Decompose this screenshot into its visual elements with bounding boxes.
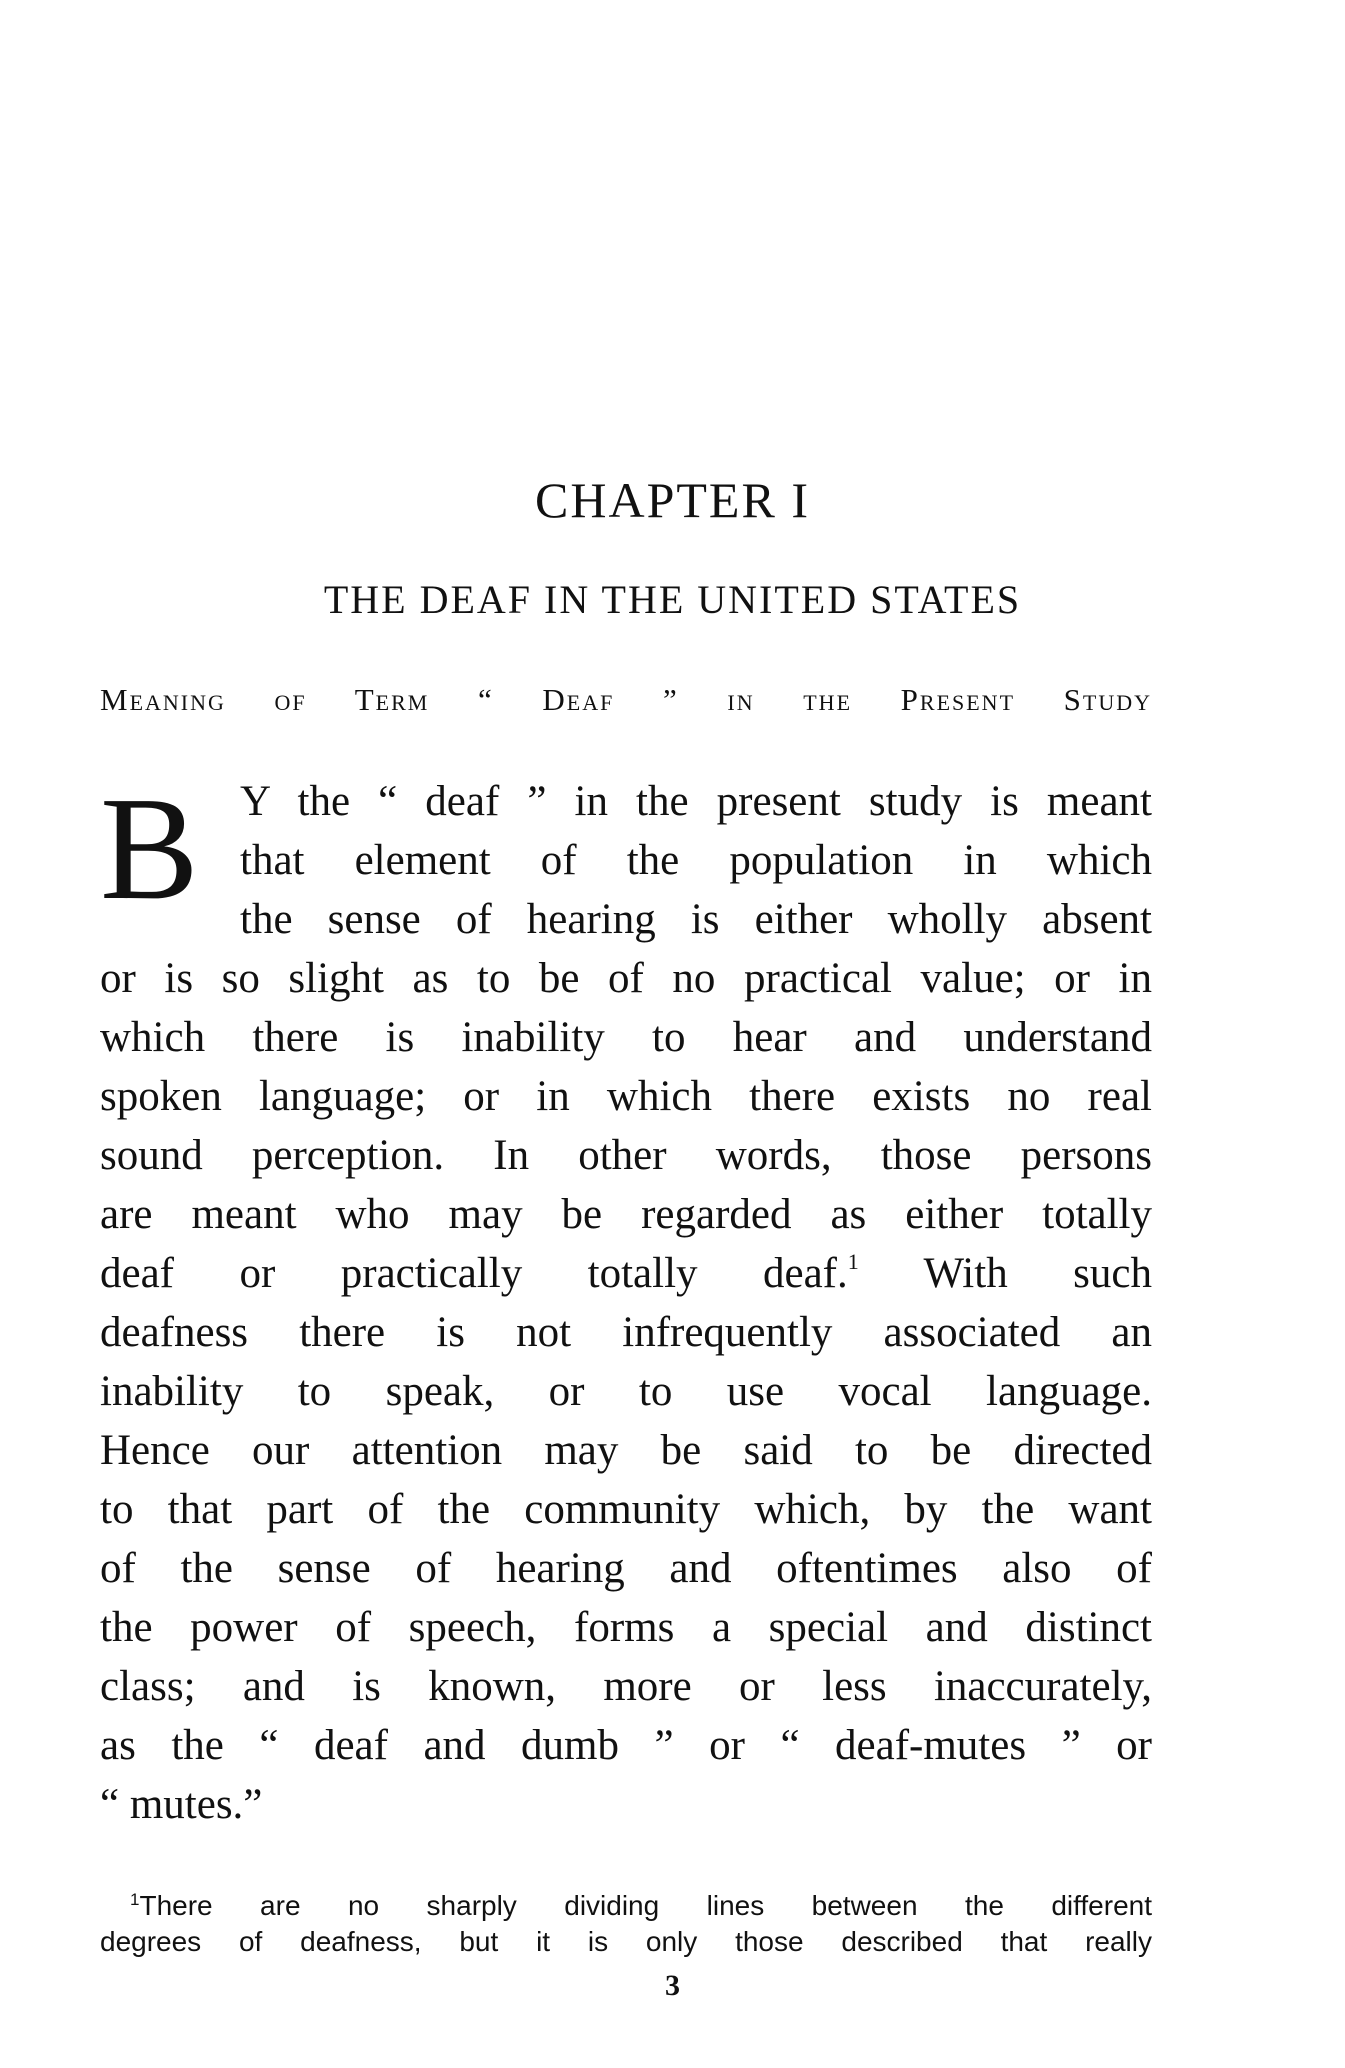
line-text: deaf or practically totally deaf.	[100, 1250, 848, 1297]
paragraph-line-with-footnote	[100, 1244, 1152, 1303]
paragraph-line: inability to speak, or to use vocal language.	[100, 1368, 1152, 1415]
line-text: With such	[858, 1250, 1152, 1297]
paragraph-line: Hence our attention may be said to be directed	[100, 1427, 1152, 1474]
footnote-line: degrees of deafness, but it is only those described that really	[100, 1926, 1152, 1957]
paragraph-line: class; and is known, more or less inaccurately,	[100, 1663, 1152, 1710]
paragraph-line: which there is inability to hear and understand	[100, 1014, 1152, 1061]
section-heading: Meaning of Term “ Deaf ” in the Present Study	[100, 682, 1152, 717]
paragraph-line: spoken language; or in which there exists no real	[100, 1073, 1152, 1120]
paragraph-line: Y the “ deaf ” in the present study is meant	[240, 778, 1152, 825]
chapter-title: CHAPTER I	[535, 472, 810, 528]
paragraph-line: of the sense of hearing and oftentimes also of	[100, 1545, 1152, 1592]
paragraph-body	[100, 949, 1152, 1834]
paragraph-line: as the “ deaf and dumb ” or “ deaf-mutes ” or	[100, 1722, 1152, 1769]
drop-cap: B	[100, 767, 199, 931]
paragraph-line: that element of the population in which	[240, 837, 1152, 884]
paragraph-line: “ mutes.”	[100, 1781, 263, 1828]
footnote-text: There are no sharply dividing lines between the different	[139, 1890, 1152, 1921]
paragraph-line: are meant who may be regarded as either totally	[100, 1191, 1152, 1238]
paragraph-line: or is so slight as to be of no practical value; or in	[100, 955, 1152, 1002]
chapter-subtitle: THE DEAF IN THE UNITED STATES	[323, 577, 1022, 622]
page-number: 3	[665, 1969, 680, 2002]
footnote-marker: 1	[130, 1890, 140, 1909]
paragraph-line: sound perception. In other words, those persons	[100, 1132, 1152, 1179]
paragraph-line: deafness there is not infrequently associated an	[100, 1309, 1152, 1356]
footnote	[100, 1888, 1152, 1960]
footnote-reference[interactable]: 1	[847, 1249, 859, 1274]
paragraph-line: the power of speech, forms a special and distinct	[100, 1604, 1152, 1651]
paragraph-line: to that part of the community which, by the want	[100, 1486, 1152, 1533]
footnote-line	[100, 1888, 1152, 1924]
paragraph-line: the sense of hearing is either wholly absent	[240, 896, 1152, 943]
